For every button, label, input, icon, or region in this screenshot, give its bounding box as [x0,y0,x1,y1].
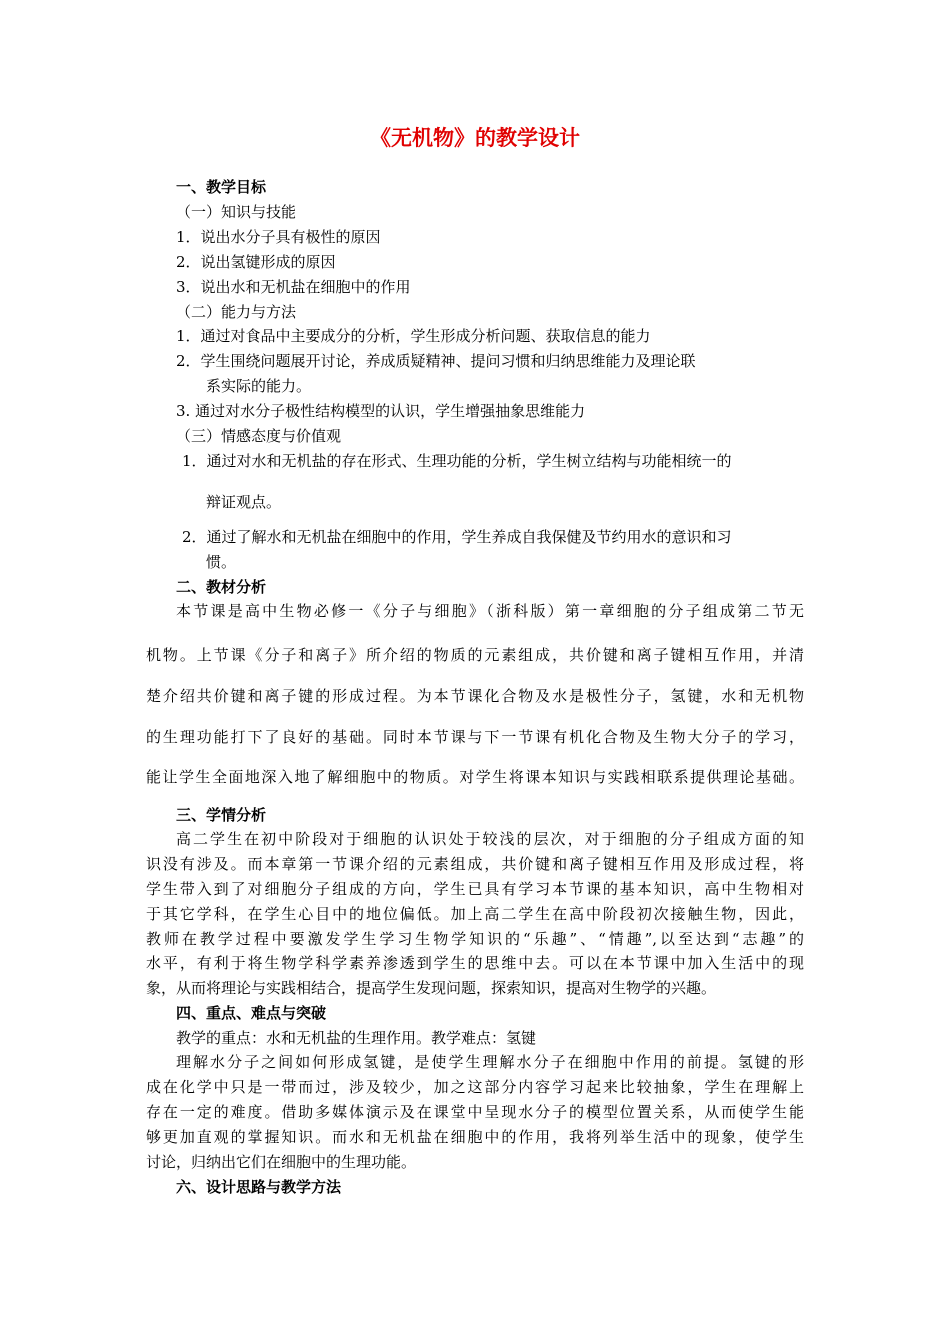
students-paragraph-line: 教师在教学过程中要激发学生学习生物学知识的“乐趣”、“情趣”,以至达到“志趣”的 [146,930,804,948]
ability-item-3: 3. 通过对水分子极性结构模型的认识，学生增强抽象思维能力 [176,402,586,420]
attitude-item-2-line-1: 2．通过了解水和无机盐在细胞中的作用，学生养成自我保健及节约用水的意识和习 [182,528,732,546]
section-heading-textbook: 二、教材分析 [176,578,267,596]
textbook-paragraph-line: 机物。上节课《分子和离子》所介绍的物质的元素组成，共价键和离子键相互作用，并清 [146,646,804,664]
students-paragraph-line: 水平，有利于将生物学科学素养渗透到学生的思维中去。可以在本节课中加入生活中的现 [146,954,804,972]
keypoints-paragraph-line: 理解水分子之间如何形成氢键，是使学生理解水分子在细胞中作用的前提。氢键的形 [176,1053,804,1071]
students-paragraph-line: 象，从而将理论与实践相结合，提高学生发现问题，探索知识，提高对生物学的兴趣。 [146,979,717,997]
subheading-ability: （二）能力与方法 [176,303,297,321]
document-title: 《无机物》的教学设计 [370,125,580,150]
ability-item-1: 1．通过对食品中主要成分的分析，学生形成分析问题、获取信息的能力 [176,327,651,345]
textbook-paragraph-line: 能让学生全面地深入地了解细胞中的物质。对学生将课本知识与实践相联系提供理论基础。 [146,768,804,786]
students-paragraph-line: 学生带入到了对细胞分子组成的方向，学生已具有学习本节课的基本知识，高中生物相对 [146,880,804,898]
section-heading-keypoints: 四、重点、难点与突破 [176,1004,327,1022]
students-paragraph-line: 识没有涉及。而本章第一节课介绍的元素组成，共价键和离子键相互作用及形成过程，将 [146,855,804,873]
keypoints-paragraph-line: 够更加直观的掌握知识。而水和无机盐在细胞中的作用，我将列举生活中的现象，使学生 [146,1128,804,1146]
keypoints-paragraph-line: 讨论，归纳出它们在细胞中的生理功能。 [146,1153,417,1171]
attitude-item-1-line-2: 辩证观点。 [206,493,282,511]
ability-item-2-line-2: 系实际的能力。 [206,377,312,395]
ability-item-2-line-1: 2．学生围绕问题展开讨论，养成质疑精神、提问习惯和归纳思维能力及理论联 [176,352,696,370]
knowledge-item-3: 3．说出水和无机盐在细胞中的作用 [176,278,411,296]
textbook-paragraph-line: 的生理功能打下了良好的基础。同时本节课与下一节课有机化合物及生物大分子的学习， [146,728,804,746]
attitude-item-1-line-1: 1．通过对水和无机盐的存在形式、生理功能的分析，学生树立结构与功能相统一的 [182,452,732,470]
section-heading-design: 六、设计思路与教学方法 [176,1178,342,1196]
textbook-paragraph-line: 本节课是高中生物必修一《分子与细胞》（浙科版）第一章细胞的分子组成第二节无 [176,602,804,620]
textbook-paragraph-line: 楚介绍共价键和离子键的形成过程。为本节课化合物及水是极性分子，氢键，水和无机物 [146,687,804,705]
section-heading-objectives: 一、教学目标 [176,178,267,196]
attitude-item-2-line-2: 惯。 [206,553,237,571]
students-paragraph-line: 高二学生在初中阶段对于细胞的认识处于较浅的层次，对于细胞的分子组成方面的知 [176,830,804,848]
keypoints-summary: 教学的重点：水和无机盐的生理作用。教学难点：氢键 [176,1029,537,1047]
section-heading-students: 三、学情分析 [176,806,267,824]
keypoints-paragraph-line: 成在化学中只是一带而过，涉及较少，加之这部分内容学习起来比较抽象，学生在理解上 [146,1078,804,1096]
students-paragraph-line: 于其它学科，在学生心目中的地位偏低。加上高二学生在高中阶段初次接触生物，因此， [146,905,804,923]
knowledge-item-2: 2．说出氢键形成的原因 [176,253,336,271]
keypoints-paragraph-line: 存在一定的难度。借助多媒体演示及在课堂中呈现水分子的模型位置关系，从而使学生能 [146,1103,804,1121]
subheading-attitude: （三）情感态度与价值观 [176,427,342,445]
subheading-knowledge: （一）知识与技能 [176,203,297,221]
knowledge-item-1: 1．说出水分子具有极性的原因 [176,228,381,246]
